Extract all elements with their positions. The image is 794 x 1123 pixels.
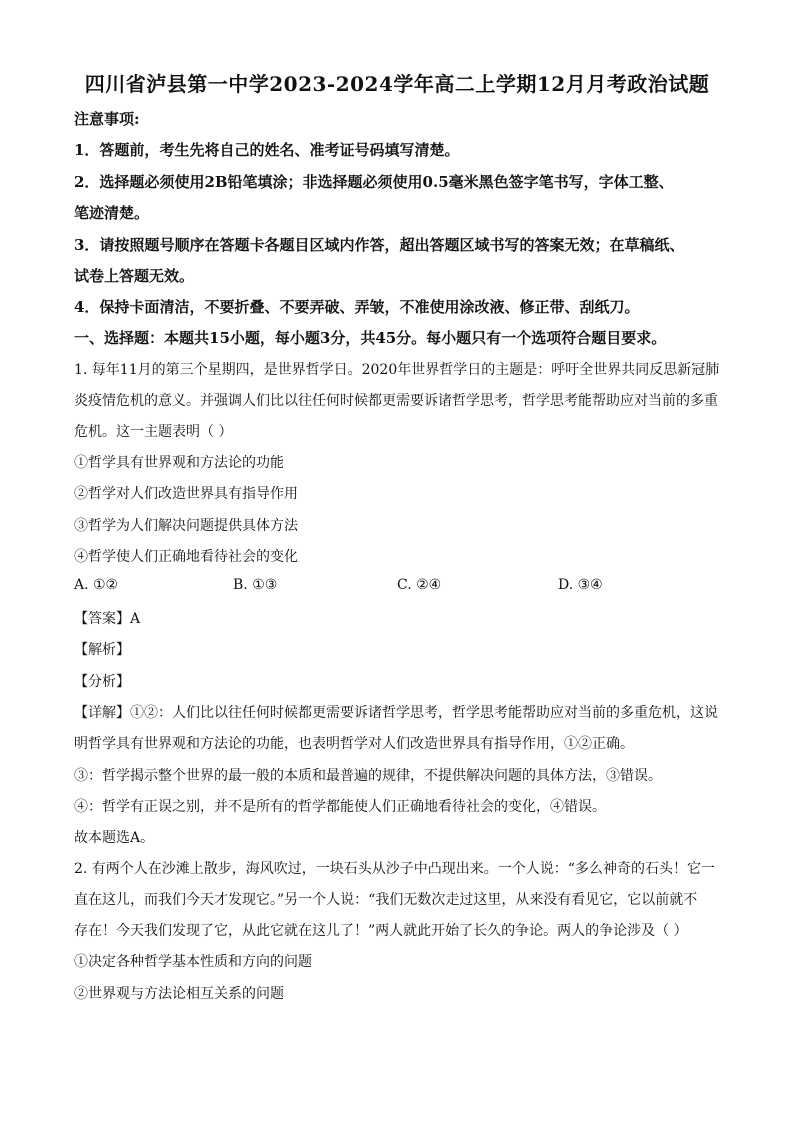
section-heading: 一、选择题：本题共15小题，每小题3分，共45分。每小题只有一个选项符合题目要求。 [74, 329, 667, 347]
q2-stem: 存在！今天我们发现了它，从此它就在这儿了！”两人就此开始了长久的争论。两人的争论涉及（ ） [74, 923, 688, 939]
q1-option-c: C. ②④ [397, 577, 442, 593]
page-title: 四川省泸县第一中学2023-2024学年高二上学期12月月考政治试题 [84, 72, 710, 96]
q1-option-d: D. ③④ [558, 577, 603, 593]
q1-statement: ②哲学对人们改造世界具有指导作用 [74, 486, 298, 502]
q1-stem: 1. 每年11月的第三个星期四，是世界哲学日。2020年世界哲学日的主题是：呼吁全世界共同反思新冠肺 [74, 362, 720, 378]
q1-jiexi-label: 【解析】 [74, 642, 130, 658]
q2-statement: ①决定各种哲学基本性质和方向的问题 [74, 954, 312, 970]
q1-detail: ③：哲学揭示整个世界的最一般的本质和最普遍的规律，不提供解决问题的具体方法，③错误。 [74, 768, 662, 784]
q1-fenxi-label: 【分析】 [74, 674, 130, 690]
q1-stem: 危机。这一主题表明（ ） [74, 424, 233, 440]
note-line: 1．答题前，考生先将自己的姓名、准考证号码填写清楚。 [74, 141, 460, 159]
notes-heading: 注意事项: [74, 110, 140, 128]
note-line: 笔迹清楚。 [74, 204, 150, 222]
q2-statement: ②世界观与方法论相互关系的问题 [74, 986, 284, 1002]
note-line: 3．请按照题号顺序在答题卡各题目区域内作答，超出答题区域书写的答案无效；在草稿纸、 [74, 236, 685, 254]
note-line: 试卷上答题无效。 [74, 267, 195, 285]
q1-statement: ①哲学具有世界观和方法论的功能 [74, 455, 284, 471]
q2-stem: 2. 有两个人在沙滩上散步，海风吹过，一块石头从沙子中凸现出来。一个人说：“多么神奇的石头！它一 [74, 861, 715, 877]
q1-statement: ③哲学为人们解决问题提供具体方法 [74, 518, 298, 534]
note-line: 2．选择题必须使用2B铅笔填涂；非选择题必须使用0.5毫米黑色签字笔书写，字体工整、 [74, 173, 674, 191]
q1-detail: 【详解】①②：人们比以往任何时候都更需要诉诸哲学思考，哲学思考能帮助应对当前的多重危机，这说 [74, 705, 718, 721]
q1-stem: 炎疫情危机的意义。并强调人们比以往任何时候都更需要诉诸哲学思考，哲学思考能帮助应对当前的多重 [74, 393, 718, 409]
q1-detail: 故本题选A。 [74, 830, 155, 846]
q1-answer: 【答案】A [74, 611, 141, 627]
q1-detail: ④：哲学有正误之别，并不是所有的哲学都能使人们正确地看待社会的变化，④错误。 [74, 799, 606, 815]
note-line: 4．保持卡面清洁，不要折叠、不要弄破、弄皱，不准使用涂改液、修正带、刮纸刀。 [74, 298, 640, 316]
q1-detail: 明哲学具有世界观和方法论的功能，也表明哲学对人们改造世界具有指导作用，①②正确。 [74, 736, 634, 752]
q1-statement: ④哲学使人们正确地看待社会的变化 [74, 549, 298, 565]
q2-stem: 直在这儿，而我们今天才发现它。”另一个人说：“我们无数次走过这里，从来没有看见它，它以前就不 [74, 892, 698, 908]
q1-option-b: B. ①③ [233, 577, 278, 593]
q1-option-a: A. ①② [74, 577, 119, 593]
